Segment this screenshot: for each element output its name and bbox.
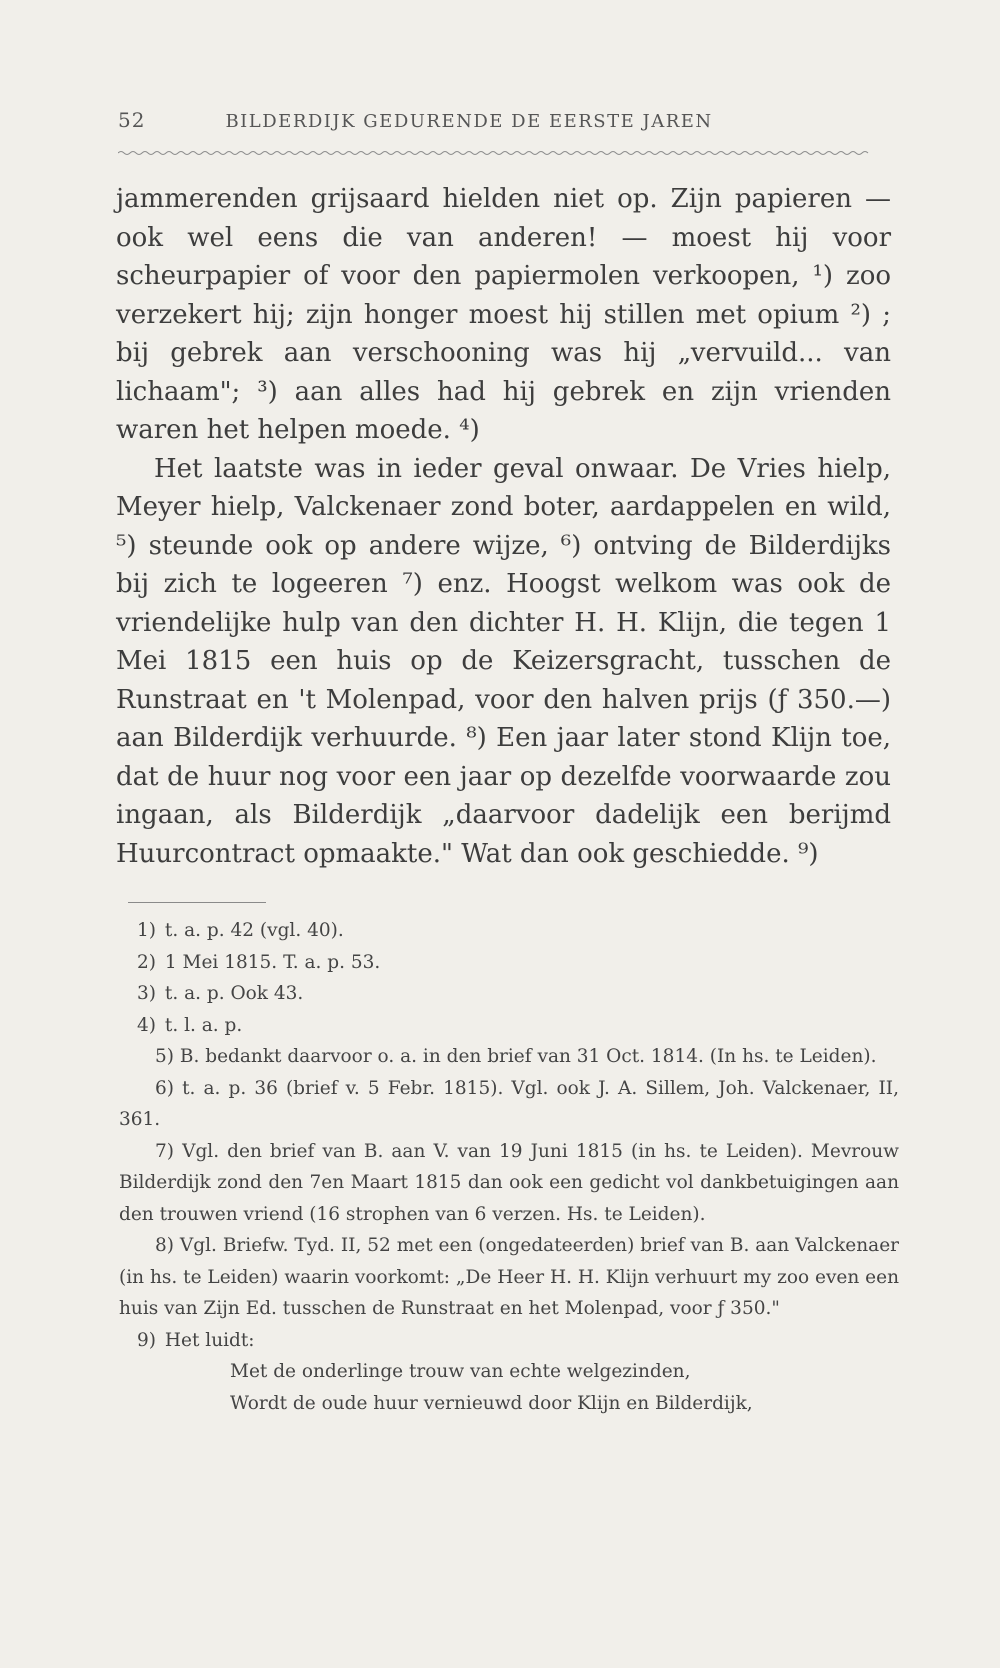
- paragraph-2: Het laatste was in ieder geval onwaar. De Vries hielp, Meyer hielp, Valckenaer zond boter, aardappelen en wild, ⁵) steunde ook op andere wijze, ⁶) ontving de Bilderdijks bij zich te logeeren ⁷) enz. Hoogst welkom was ook de vriendelijke hulp van den dichter H. H. Klijn, die tegen 1 Mei 1815 een huis op de Keizersgracht, tusschen de Runstraat en 't Molenpad, voor den halven prijs (ƒ 350.—) aan Bilderdijk verhuurde. ⁸) Een jaar later stond Klijn toe, dat de huur nog voor een jaar op dezelfde voorwaarde zou ingaan, als Bilderdijk „daarvoor dadelijk een berijmd Huurcontract opmaakte." Wat dan ook geschiedde. ⁹): [116, 453, 891, 869]
- footnote-text: t. a. p. Ook 43.: [164, 983, 304, 1004]
- footnote-text: Het luidt:: [164, 1329, 255, 1351]
- footnote-number: 8): [155, 1235, 174, 1256]
- body-text: [116, 180, 891, 873]
- page-header: [118, 108, 878, 132]
- footnote-number: 7): [155, 1140, 174, 1162]
- footnote-8: [119, 1230, 899, 1325]
- footnote-text: t. l. a. p.: [164, 1014, 243, 1036]
- running-title: BILDERDIJK GEDURENDE DE EERSTE JAREN: [225, 111, 713, 132]
- footnote-4: [137, 1010, 899, 1042]
- footnote-text: 1 Mei 1815. T. a. p. 53.: [164, 951, 381, 973]
- footnote-7: [119, 1136, 899, 1231]
- footnote-number: 5): [155, 1046, 174, 1067]
- footnote-number: 1): [137, 920, 156, 941]
- footnote-2: [137, 947, 899, 979]
- decorative-wavy-rule: [118, 150, 870, 156]
- footnote-number: 2): [137, 951, 156, 973]
- footnote-9: [137, 1325, 899, 1357]
- footnote-5: [119, 1041, 899, 1073]
- footnote-number: 3): [137, 983, 156, 1004]
- footnote-text: Vgl. den brief van B. aan V. van 19 Juni 1815 (in hs. te Leiden). Mevrouw Bilderdijk zond den 7en Maart 1815 dan ook een gedicht vol dankbetuigingen aan den trouwen vriend (16 strophen van 6 verzen. Hs. te Leiden).: [119, 1140, 899, 1225]
- footnote-text: t. a. p. 42 (vgl. 40).: [164, 920, 344, 941]
- footnote-1: [137, 915, 899, 947]
- footnote-6: [119, 1073, 899, 1136]
- paragraph-1: jammerenden grijsaard hielden niet op. Zijn papieren — ook wel eens die van anderen! — moest hij voor scheurpapier of voor den papiermolen verkoopen, ¹) zoo verzekert hij; zijn honger moest hij stillen met opium ²) ; bij gebrek aan verschooning was hij „vervuild... van lichaam"; ³) aan alles had hij gebrek en zijn vrienden waren het helpen moede. ⁴): [116, 184, 891, 445]
- footnote-separator: [128, 902, 266, 903]
- footnotes: [119, 915, 899, 1419]
- page-number: 52: [118, 108, 146, 132]
- footnote-number: 6): [155, 1077, 174, 1099]
- footnote-number: 4): [137, 1014, 156, 1036]
- footnote-text: t. a. p. 36 (brief v. 5 Febr. 1815). Vgl. ook J. A. Sillem, Joh. Valckenaer, II, 361.: [119, 1077, 899, 1130]
- footnote-3: [137, 978, 899, 1010]
- poem-line-1: Met de onderlinge trouw van echte welgezinden,: [230, 1361, 691, 1382]
- footnote-text: B. bedankt daarvoor o. a. in den brief van 31 Oct. 1814. (In hs. te Leiden).: [179, 1046, 877, 1067]
- footnote-number: 9): [137, 1329, 156, 1351]
- footnote-text: Vgl. Briefw. Tyd. II, 52 met een (ongedateerden) brief van B. aan Valckenaer (in hs. te Leiden) waarin voorkomt: „De Heer H. H. Klijn verhuurt my zoo even een huis van Zijn Ed. tusschen de Runstraat en het Molenpad, voor ƒ 350.": [119, 1235, 899, 1319]
- poem-line-2: Wordt de oude huur vernieuwd door Klijn en Bilderdijk,: [230, 1392, 753, 1414]
